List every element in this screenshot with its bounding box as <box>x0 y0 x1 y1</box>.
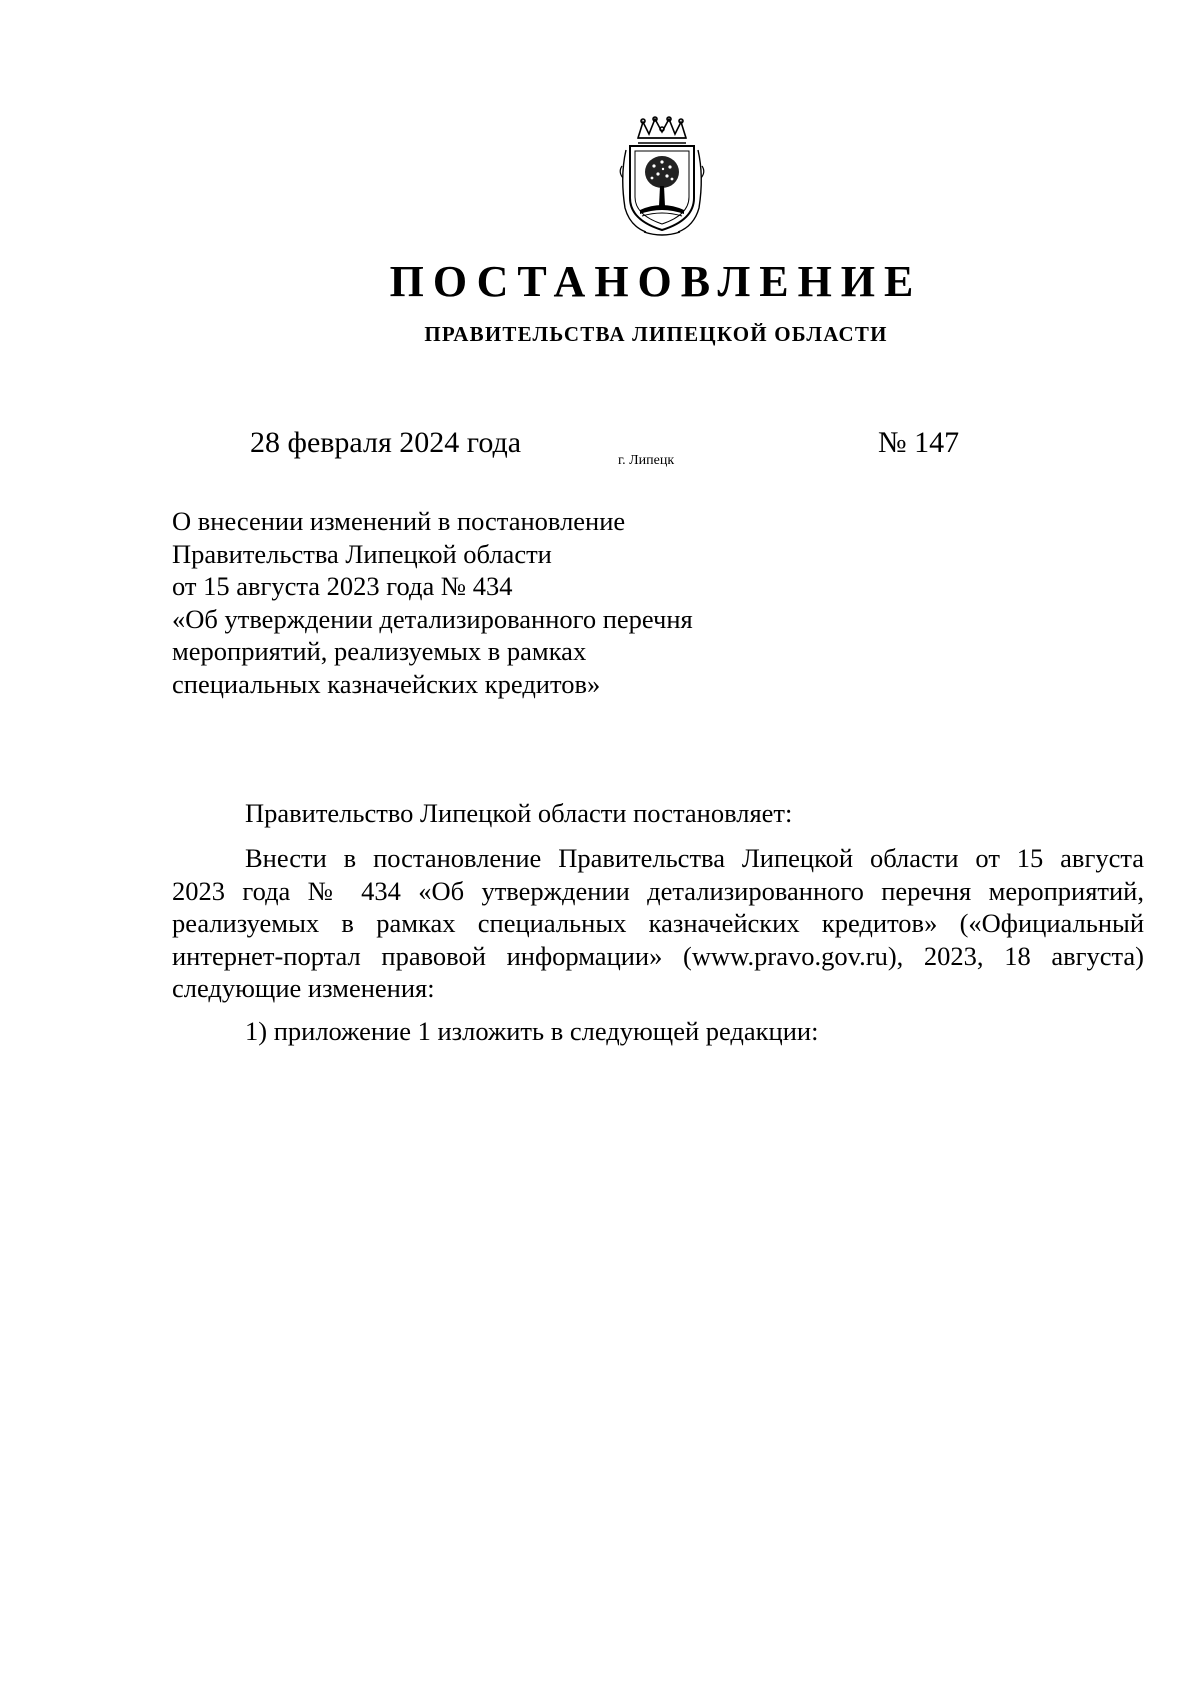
issuer-title: ПРАВИТЕЛЬСТВА ЛИПЕЦКОЙ ОБЛАСТИ <box>424 322 888 346</box>
paragraph-line: Внести в постановление Правительства Липецкой области от 15 августа <box>245 843 1144 873</box>
paragraph-line: реализуемых в рамках специальных казначейских кредитов» («Официальный <box>172 908 1144 938</box>
document-date: 28 февраля 2024 года <box>250 426 522 459</box>
document-number: № 147 <box>878 426 960 459</box>
subject-line: О внесении изменений в постановление <box>172 506 626 536</box>
paragraph-line: интернет-портал правовой информации» (www.pravo.gov.ru), 2023, 18 августа) <box>172 940 1144 971</box>
resolution-paragraph <box>172 842 1144 1005</box>
document-type-title: ПОСТАНОВЛЕНИЕ <box>389 257 923 306</box>
subject-line: «Об утверждении детализированного перечня <box>172 603 693 634</box>
subject-line: Правительства Липецкой области <box>172 538 552 569</box>
paragraph-line: 2023 года № 434 «Об утверждении детализированного перечня мероприятий, <box>172 875 1144 906</box>
subject-line: от 15 августа 2023 года № 434 <box>172 571 513 601</box>
document-subject <box>172 505 872 700</box>
subject-line: специальных казначейских кредитов» <box>172 668 601 699</box>
document-city: г. Липецк <box>618 453 675 468</box>
list-item: 1) приложение 1 изложить в следующей редакции: <box>245 1016 819 1046</box>
resolution-intro: Правительство Липецкой области постановляет: <box>245 798 793 828</box>
subject-line: мероприятий, реализуемых в рамках <box>172 636 587 666</box>
paragraph-line: следующие изменения: <box>172 973 435 1003</box>
coat-of-arms-icon <box>616 116 708 238</box>
